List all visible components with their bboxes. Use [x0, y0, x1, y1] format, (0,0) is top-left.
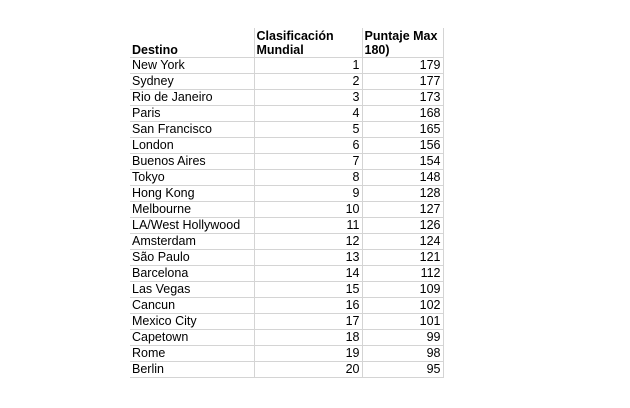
header-destination: Destino	[130, 28, 254, 58]
cell-score: 173	[362, 90, 443, 106]
cell-rank: 12	[254, 234, 362, 250]
table-row	[130, 170, 443, 186]
cell-destination: Hong Kong	[130, 186, 254, 202]
table-row	[130, 218, 443, 234]
cell-rank: 13	[254, 250, 362, 266]
table-row	[130, 122, 443, 138]
cell-score: 177	[362, 74, 443, 90]
cell-destination: Amsterdam	[130, 234, 254, 250]
table-row	[130, 330, 443, 346]
cell-rank: 11	[254, 218, 362, 234]
table-row	[130, 90, 443, 106]
cell-score: 154	[362, 154, 443, 170]
cell-destination: Rio de Janeiro	[130, 90, 254, 106]
table-row	[130, 298, 443, 314]
cell-destination: New York	[130, 58, 254, 74]
cell-score: 126	[362, 218, 443, 234]
table-row	[130, 362, 443, 378]
cell-rank: 20	[254, 362, 362, 378]
table-row	[130, 154, 443, 170]
cell-score: 128	[362, 186, 443, 202]
cell-rank: 16	[254, 298, 362, 314]
table-row	[130, 202, 443, 218]
cell-rank: 6	[254, 138, 362, 154]
cell-score: 148	[362, 170, 443, 186]
cell-score: 109	[362, 282, 443, 298]
table-row	[130, 314, 443, 330]
header-row	[130, 28, 443, 58]
cell-destination: Paris	[130, 106, 254, 122]
cell-rank: 9	[254, 186, 362, 202]
table-row	[130, 266, 443, 282]
header-rank: Clasificación Mundial	[254, 28, 362, 58]
cell-rank: 14	[254, 266, 362, 282]
cell-rank: 2	[254, 74, 362, 90]
cell-rank: 10	[254, 202, 362, 218]
table-row	[130, 74, 443, 90]
cell-destination: Buenos Aires	[130, 154, 254, 170]
cell-rank: 18	[254, 330, 362, 346]
table-row	[130, 250, 443, 266]
cell-rank: 19	[254, 346, 362, 362]
cell-rank: 7	[254, 154, 362, 170]
cell-destination: Berlin	[130, 362, 254, 378]
cell-destination: Capetown	[130, 330, 254, 346]
ranking-table	[130, 28, 444, 378]
cell-destination: Barcelona	[130, 266, 254, 282]
cell-score: 179	[362, 58, 443, 74]
cell-score: 99	[362, 330, 443, 346]
cell-destination: Rome	[130, 346, 254, 362]
cell-rank: 17	[254, 314, 362, 330]
cell-destination: São Paulo	[130, 250, 254, 266]
cell-destination: Cancun	[130, 298, 254, 314]
cell-score: 165	[362, 122, 443, 138]
cell-score: 95	[362, 362, 443, 378]
cell-score: 168	[362, 106, 443, 122]
cell-destination: Melbourne	[130, 202, 254, 218]
cell-rank: 5	[254, 122, 362, 138]
header-score: Puntaje Max 180)	[362, 28, 443, 58]
cell-destination: Mexico City	[130, 314, 254, 330]
table-row	[130, 346, 443, 362]
table-row	[130, 138, 443, 154]
cell-destination: London	[130, 138, 254, 154]
cell-rank: 3	[254, 90, 362, 106]
cell-score: 102	[362, 298, 443, 314]
table-row	[130, 58, 443, 74]
cell-destination: Sydney	[130, 74, 254, 90]
table-body	[130, 58, 443, 378]
cell-score: 124	[362, 234, 443, 250]
cell-destination: LA/West Hollywood	[130, 218, 254, 234]
table-row	[130, 186, 443, 202]
cell-rank: 1	[254, 58, 362, 74]
cell-score: 127	[362, 202, 443, 218]
table-row	[130, 106, 443, 122]
cell-destination: San Francisco	[130, 122, 254, 138]
table-row	[130, 234, 443, 250]
cell-score: 112	[362, 266, 443, 282]
spreadsheet-table-region	[130, 28, 443, 378]
cell-score: 156	[362, 138, 443, 154]
cell-score: 98	[362, 346, 443, 362]
cell-score: 101	[362, 314, 443, 330]
table-row	[130, 282, 443, 298]
cell-destination: Las Vegas	[130, 282, 254, 298]
cell-score: 121	[362, 250, 443, 266]
cell-destination: Tokyo	[130, 170, 254, 186]
cell-rank: 8	[254, 170, 362, 186]
cell-rank: 4	[254, 106, 362, 122]
cell-rank: 15	[254, 282, 362, 298]
